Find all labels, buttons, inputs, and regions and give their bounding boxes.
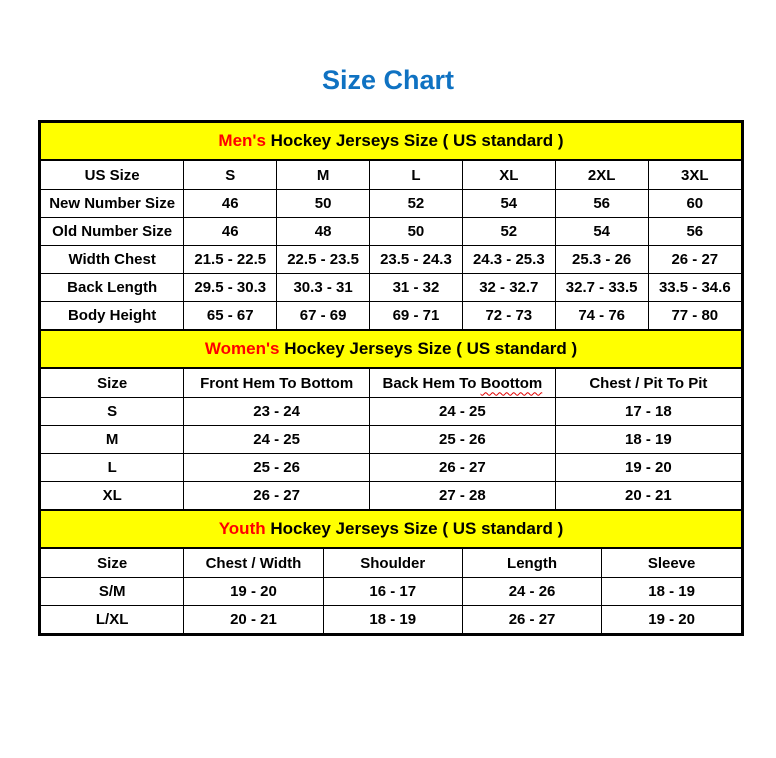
size-value-cell: 18 - 19 xyxy=(323,606,462,634)
size-value-cell: 22.5 - 23.5 xyxy=(277,246,370,274)
size-value-cell: 19 - 20 xyxy=(555,454,741,482)
section-youth xyxy=(41,509,741,633)
column-header-text: Back Hem To xyxy=(382,374,481,392)
size-value-cell: 26 - 27 xyxy=(184,482,370,510)
size-value-cell: 20 - 21 xyxy=(184,606,323,634)
column-header: Length xyxy=(462,549,601,578)
column-header: XL xyxy=(462,161,555,190)
size-value-cell: 25.3 - 26 xyxy=(555,246,648,274)
column-header xyxy=(370,369,556,398)
table-row xyxy=(41,454,741,482)
size-value-cell: 56 xyxy=(648,218,741,246)
size-value-cell: 26 - 27 xyxy=(648,246,741,274)
header-row xyxy=(41,549,741,578)
column-header: L xyxy=(370,161,463,190)
size-value-cell: 67 - 69 xyxy=(277,302,370,330)
column-header: Size xyxy=(41,549,184,578)
column-header: Chest / Width xyxy=(184,549,323,578)
section-title-text: Hockey Jerseys Size ( US standard ) xyxy=(279,339,578,358)
size-value-cell: 19 - 20 xyxy=(184,578,323,606)
size-value-cell: 23 - 24 xyxy=(184,398,370,426)
section-banner-mens xyxy=(41,123,741,161)
size-value-cell: 18 - 19 xyxy=(602,578,741,606)
table-row xyxy=(41,246,741,274)
section-title-highlight: Women's xyxy=(204,339,280,358)
table-row xyxy=(41,482,741,510)
row-label: Width Chest xyxy=(41,246,184,274)
column-header: 3XL xyxy=(648,161,741,190)
size-value-cell: 24 - 25 xyxy=(370,398,556,426)
size-value-cell: 19 - 20 xyxy=(602,606,741,634)
header-row xyxy=(41,161,741,190)
size-value-cell: 29.5 - 30.3 xyxy=(184,274,277,302)
table-row xyxy=(41,190,741,218)
section-title-highlight: Youth xyxy=(218,519,266,538)
misspelled-word: Boottom xyxy=(480,374,543,392)
size-value-cell: 48 xyxy=(277,218,370,246)
size-value-cell: 54 xyxy=(555,218,648,246)
size-value-cell: 24 - 26 xyxy=(462,578,601,606)
table-row xyxy=(41,302,741,330)
size-value-cell: 23.5 - 24.3 xyxy=(370,246,463,274)
column-header: Front Hem To Bottom xyxy=(184,369,370,398)
row-label: L xyxy=(41,454,184,482)
row-label: M xyxy=(41,426,184,454)
size-value-cell: 74 - 76 xyxy=(555,302,648,330)
size-value-cell: 32.7 - 33.5 xyxy=(555,274,648,302)
size-value-cell: 52 xyxy=(370,190,463,218)
section-womens xyxy=(41,329,741,509)
size-chart-tables xyxy=(38,120,744,636)
column-header: Shoulder xyxy=(323,549,462,578)
size-value-cell: 24 - 25 xyxy=(184,426,370,454)
column-header: S xyxy=(184,161,277,190)
size-value-cell: 18 - 19 xyxy=(555,426,741,454)
womens-size-table xyxy=(41,369,741,509)
page-title: Size Chart xyxy=(321,65,455,95)
size-value-cell: 54 xyxy=(462,190,555,218)
row-label: S/M xyxy=(41,578,184,606)
size-value-cell: 30.3 - 31 xyxy=(277,274,370,302)
size-value-cell: 31 - 32 xyxy=(370,274,463,302)
section-banner-womens xyxy=(41,329,741,369)
column-header: Chest / Pit To Pit xyxy=(555,369,741,398)
size-value-cell: 50 xyxy=(370,218,463,246)
size-value-cell: 25 - 26 xyxy=(370,426,556,454)
size-value-cell: 26 - 27 xyxy=(370,454,556,482)
size-value-cell: 72 - 73 xyxy=(462,302,555,330)
row-label: New Number Size xyxy=(41,190,184,218)
row-label: Back Length xyxy=(41,274,184,302)
column-header: Sleeve xyxy=(602,549,741,578)
mens-size-table xyxy=(41,161,741,329)
size-value-cell: 60 xyxy=(648,190,741,218)
table-row xyxy=(41,426,741,454)
size-value-cell: 46 xyxy=(184,190,277,218)
row-label: S xyxy=(41,398,184,426)
size-value-cell: 56 xyxy=(555,190,648,218)
size-value-cell: 69 - 71 xyxy=(370,302,463,330)
row-label: L/XL xyxy=(41,606,184,634)
size-value-cell: 21.5 - 22.5 xyxy=(184,246,277,274)
row-label: Old Number Size xyxy=(41,218,184,246)
table-row xyxy=(41,398,741,426)
section-title-text: Hockey Jerseys Size ( US standard ) xyxy=(265,519,564,538)
size-value-cell: 46 xyxy=(184,218,277,246)
section-banner-youth xyxy=(41,509,741,549)
size-value-cell: 17 - 18 xyxy=(555,398,741,426)
table-row xyxy=(41,218,741,246)
header-row xyxy=(41,369,741,398)
size-value-cell: 65 - 67 xyxy=(184,302,277,330)
section-title-highlight: Men's xyxy=(218,131,266,150)
row-label: XL xyxy=(41,482,184,510)
size-value-cell: 26 - 27 xyxy=(462,606,601,634)
section-mens xyxy=(41,123,741,329)
size-value-cell: 25 - 26 xyxy=(184,454,370,482)
size-value-cell: 77 - 80 xyxy=(648,302,741,330)
table-row xyxy=(41,606,741,634)
size-value-cell: 20 - 21 xyxy=(555,482,741,510)
column-header: M xyxy=(277,161,370,190)
table-row xyxy=(41,578,741,606)
column-header: Size xyxy=(41,369,184,398)
size-value-cell: 33.5 - 34.6 xyxy=(648,274,741,302)
size-value-cell: 24.3 - 25.3 xyxy=(462,246,555,274)
size-value-cell: 50 xyxy=(277,190,370,218)
table-row xyxy=(41,274,741,302)
youth-size-table xyxy=(41,549,741,633)
column-header: 2XL xyxy=(555,161,648,190)
size-value-cell: 16 - 17 xyxy=(323,578,462,606)
section-title-text: Hockey Jerseys Size ( US standard ) xyxy=(265,131,564,150)
size-value-cell: 52 xyxy=(462,218,555,246)
size-value-cell: 27 - 28 xyxy=(370,482,556,510)
size-value-cell: 32 - 32.7 xyxy=(462,274,555,302)
column-header: US Size xyxy=(41,161,184,190)
row-label: Body Height xyxy=(41,302,184,330)
